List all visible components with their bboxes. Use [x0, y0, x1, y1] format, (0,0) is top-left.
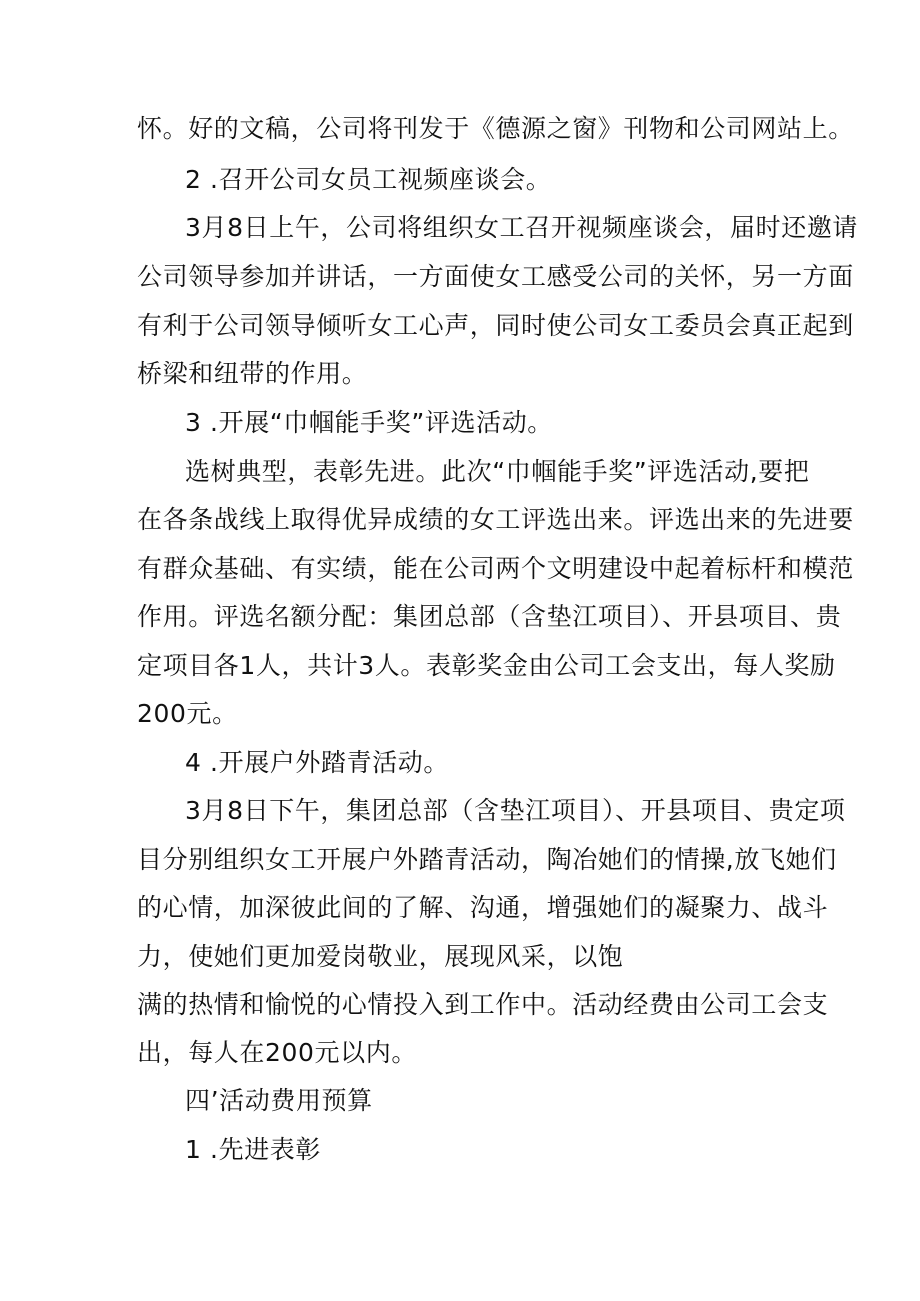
- text-line: 作用。评选名额分配：集团总部（含垫江项目）、开县项目、贵: [137, 602, 842, 631]
- text-line: 有利于公司领导倾听女工心声，同时使公司女工委员会真正起到: [137, 311, 854, 340]
- section-heading: 2 .召开公司女员工视频座谈会。: [185, 165, 552, 194]
- text-line: 怀。好的文稿，公司将刊发于《德源之窗》刊物和公司网站上。: [137, 114, 854, 143]
- text-line: 定项目各1人，共计3人。表彰奖金由公司工会支出，每人奖励: [137, 651, 836, 680]
- text-line: 出，每人在200元以内。: [137, 1038, 417, 1067]
- text-line: 的心情，加深彼此间的了解、沟通，增强她们的凝聚力、战斗: [137, 893, 829, 922]
- text-line: 有群众基础、有实绩，能在公司两个文明建设中起着标杆和模范: [137, 554, 854, 583]
- text-line: 选树典型，表彰先进。此次“巾帼能手奖”评选活动,要把: [185, 457, 810, 486]
- text-line: 力，使她们更加爱岗敬业，展现风采，以饱: [137, 942, 624, 971]
- section-heading: 4 .开展户外踏青活动。: [185, 748, 450, 777]
- section-heading: 四’活动费用预算: [185, 1086, 373, 1115]
- text-line: 公司领导参加并讲话，一方面使女工感受公司的关怀，另一方面: [137, 262, 854, 291]
- text-line: 3月8日下午，集团总部（含垫江项目）、开县项目、贵定项: [185, 796, 846, 825]
- section-heading: 3 .开展“巾帼能手奖”评选活动。: [185, 408, 553, 437]
- text-line: 3月8日上午，公司将组织女工召开视频座谈会，届时还邀请: [185, 213, 859, 242]
- text-line: 满的热情和愉悦的心情投入到工作中。活动经费由公司工会支: [137, 990, 829, 1019]
- section-heading: 1 .先进表彰: [185, 1135, 321, 1164]
- text-line: 桥梁和纽带的作用。: [137, 359, 368, 388]
- text-line: 在各条战线上取得优异成绩的女工评选出来。评选出来的先进要: [137, 505, 854, 534]
- text-line: 目分别组织女工开展户外踏青活动，陶冶她们的情操,放飞她们: [137, 845, 837, 874]
- text-line: 200元。: [137, 699, 238, 728]
